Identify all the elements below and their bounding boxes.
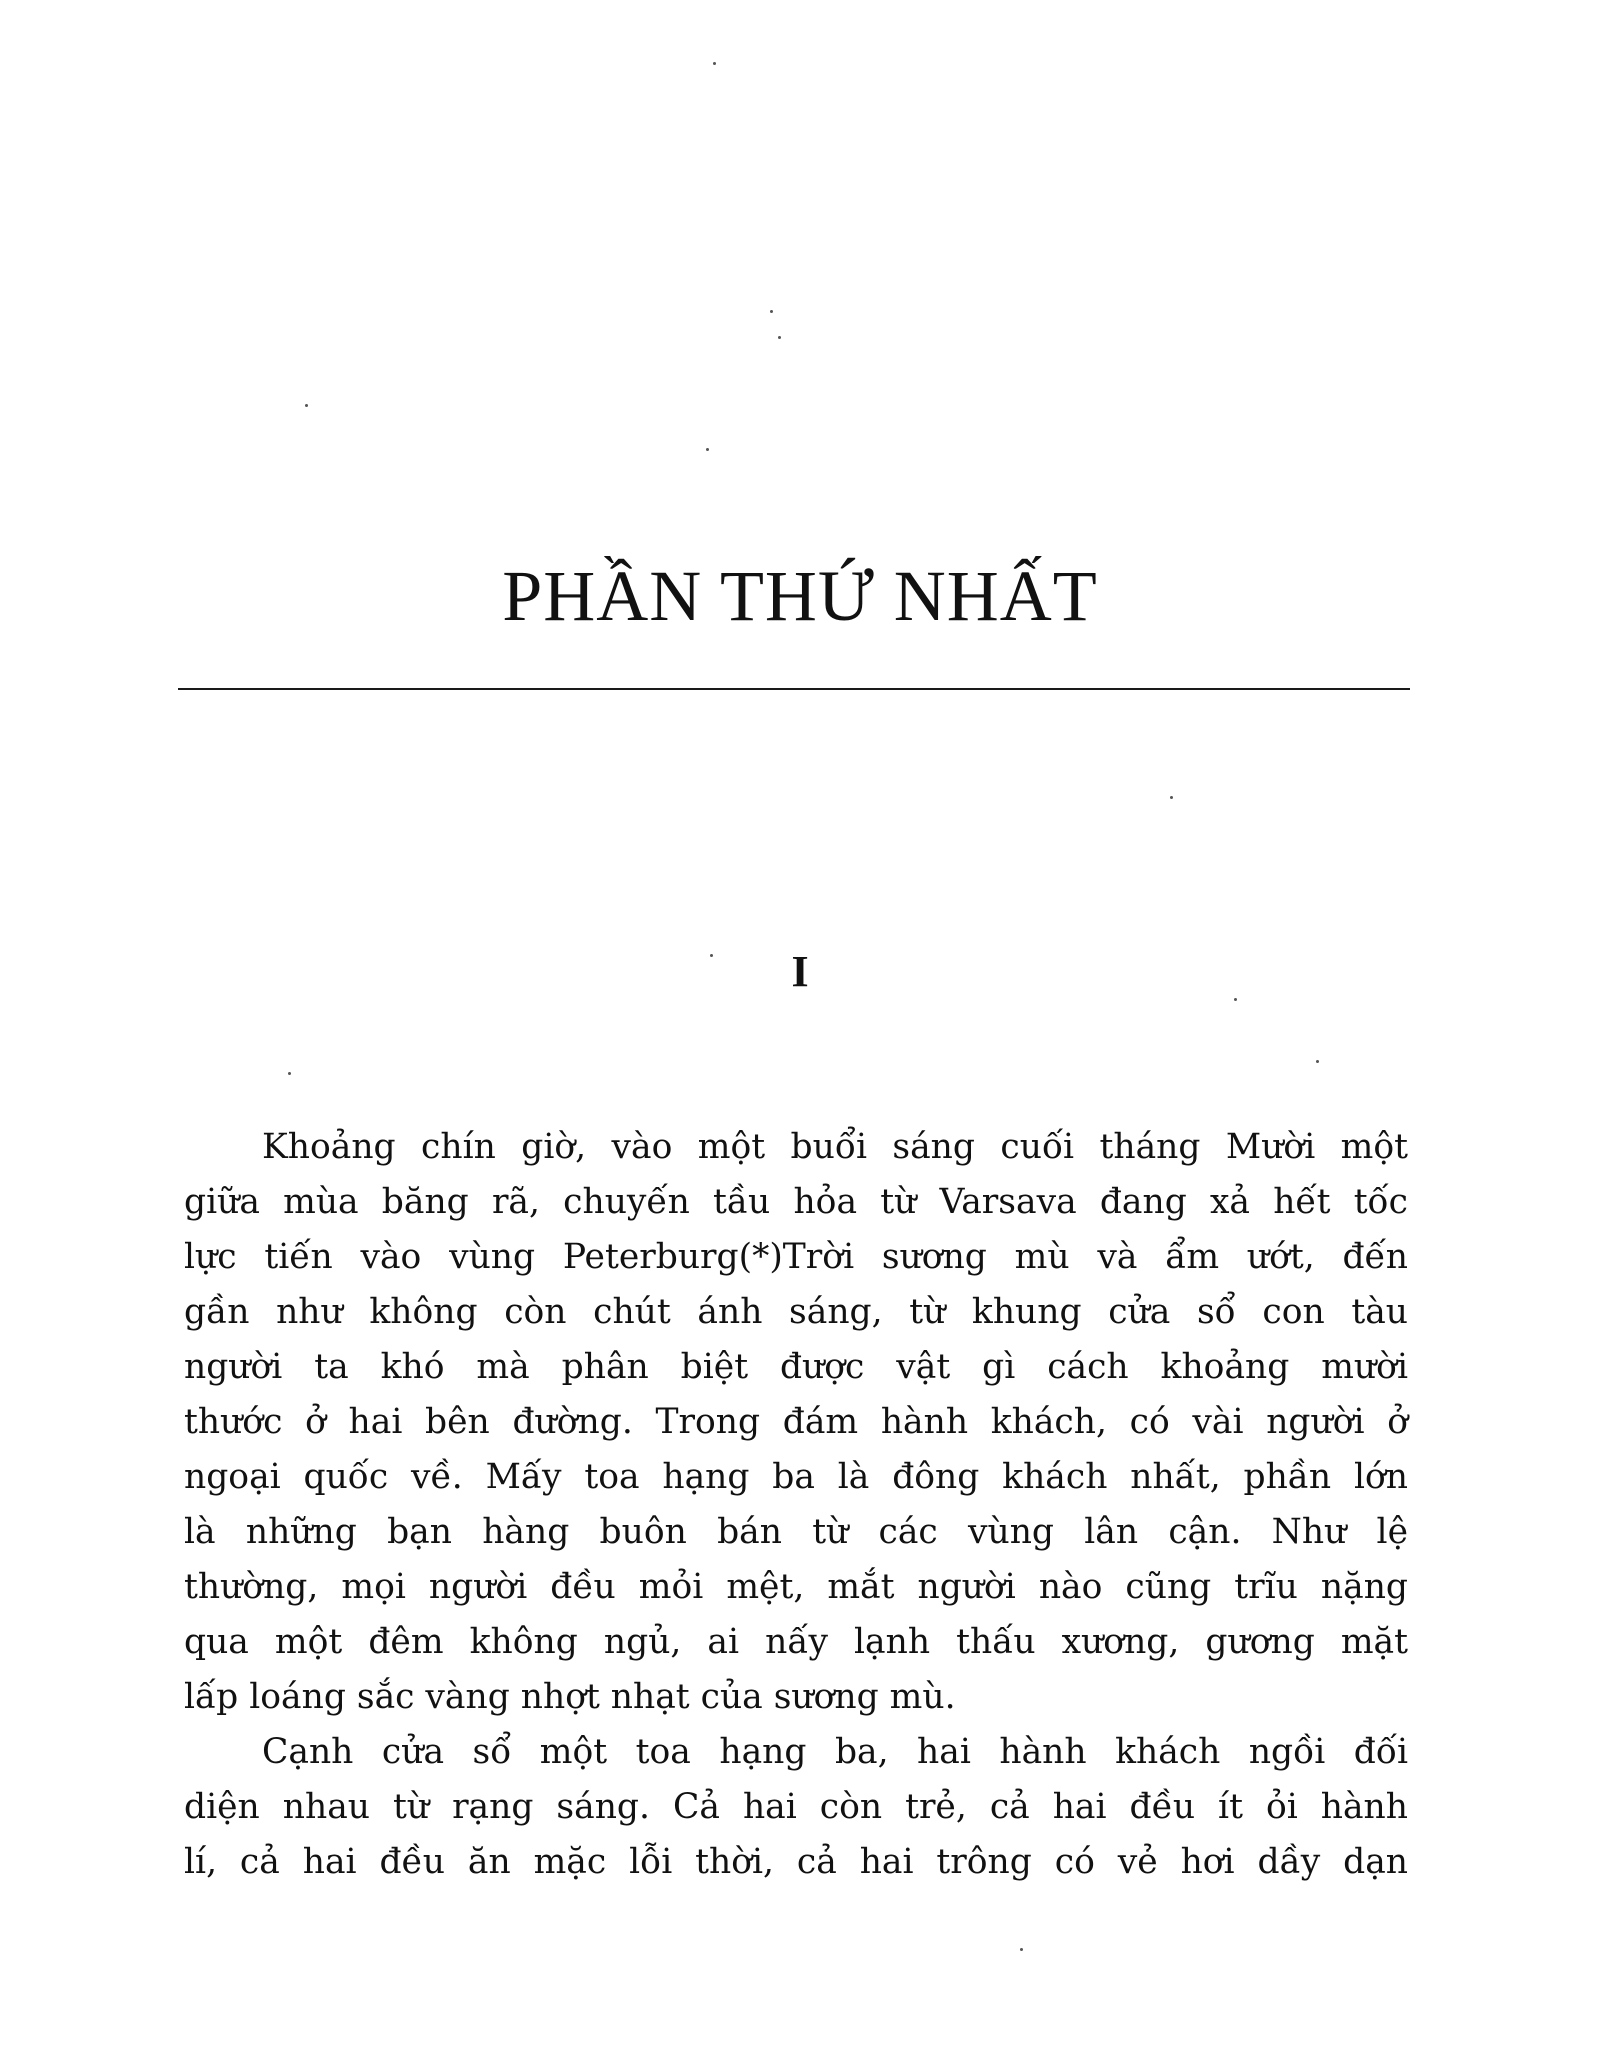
text-line: lực tiến vào vùng Peterburg(*)Trời sương mù và ẩm ướt, đến <box>184 1237 1408 1277</box>
scan-speck <box>1020 1948 1023 1951</box>
scan-speck <box>710 954 713 957</box>
scan-speck <box>305 404 308 407</box>
scan-speck <box>778 336 781 339</box>
text-line: người ta khó mà phân biệt được vật gì cách khoảng mười <box>184 1347 1408 1387</box>
text-line: lí, cả hai đều ăn mặc lỗi thời, cả hai trông có vẻ hơi dầy dạn <box>184 1842 1408 1882</box>
scan-speck <box>706 448 709 451</box>
scan-speck <box>713 62 716 65</box>
scan-speck <box>770 310 773 313</box>
scan-speck <box>1170 796 1173 799</box>
scan-speck <box>288 1072 291 1075</box>
text-line: thường, mọi người đều mỏi mệt, mắt người nào cũng trĩu nặng <box>184 1567 1408 1607</box>
text-line: ngoại quốc về. Mấy toa hạng ba là đông khách nhất, phần lớn <box>184 1457 1408 1497</box>
part-title: PHẦN THỨ NHẤT <box>502 556 1098 636</box>
scan-speck <box>1316 1060 1319 1063</box>
text-line: qua một đêm không ngủ, ai nấy lạnh thấu xương, gương mặt <box>184 1622 1408 1662</box>
text-line: Cạnh cửa sổ một toa hạng ba, hai hành khách ngồi đối <box>262 1732 1408 1772</box>
title-divider <box>178 688 1410 690</box>
text-line: thước ở hai bên đường. Trong đám hành khách, có vài người ở <box>184 1402 1408 1442</box>
chapter-number: I <box>791 947 809 996</box>
body-text <box>184 1120 1408 1890</box>
text-line: giữa mùa băng rã, chuyến tầu hỏa từ Varsava đang xả hết tốc <box>184 1182 1408 1222</box>
text-line: là những bạn hàng buôn bán từ các vùng lân cận. Như lệ <box>184 1512 1408 1552</box>
text-line: lấp loáng sắc vàng nhợt nhạt của sương mù. <box>184 1677 956 1717</box>
scan-speck <box>1234 998 1237 1001</box>
text-line: diện nhau từ rạng sáng. Cả hai còn trẻ, cả hai đều ít ỏi hành <box>184 1787 1408 1827</box>
text-line: gần như không còn chút ánh sáng, từ khung cửa sổ con tàu <box>184 1292 1408 1332</box>
text-line: Khoảng chín giờ, vào một buổi sáng cuối tháng Mười một <box>262 1127 1408 1167</box>
